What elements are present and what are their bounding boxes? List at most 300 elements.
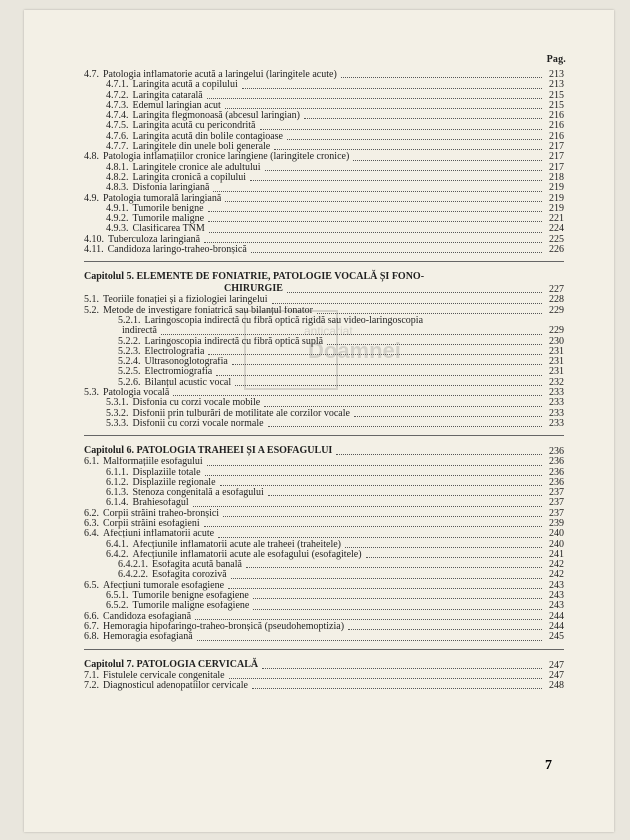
- toc-entry-page: 242: [549, 569, 564, 581]
- toc-entry: [84, 152, 564, 162]
- toc-entry-number: 6.1.4.: [106, 498, 129, 509]
- leader-dots: [204, 526, 542, 527]
- toc-entry: [84, 214, 564, 224]
- toc-entry-label: [84, 409, 350, 419]
- toc-entry-page: 215: [549, 89, 564, 101]
- page-number: 7: [545, 758, 552, 773]
- toc-entry-number: 4.7.1.: [106, 80, 129, 91]
- toc-entry-title: Laringita acută a copilului: [132, 80, 238, 91]
- toc-entry: [84, 142, 564, 152]
- toc-entry-title: Fistulele cervicale congenitale: [103, 670, 225, 681]
- chapter-5-title-line2: CHIRURGIE: [224, 283, 283, 295]
- toc-entry: [84, 560, 564, 570]
- toc-entry-number: 5.3.3.: [106, 418, 129, 429]
- toc-entry-label: [84, 245, 247, 255]
- leader-dots: [341, 77, 542, 78]
- toc-entry: [84, 80, 564, 90]
- toc-entry-title: Clasificarea TNM: [132, 224, 205, 235]
- toc-entry-number: 4.11.: [84, 245, 104, 256]
- leader-dots: [228, 588, 542, 589]
- toc-entry-number: 5.3.1.: [106, 398, 129, 409]
- toc-entry-page: 216: [549, 130, 564, 142]
- leader-dots: [272, 303, 542, 304]
- toc-entry-title: Disfonia cu corzi vocale mobile: [132, 398, 261, 409]
- toc-entry-title: Disfonii prin tulburări de motilitate ale corzilor vocale: [132, 408, 350, 419]
- toc-entry: [84, 468, 564, 478]
- toc-entry-title: Patologia vocală: [103, 388, 170, 399]
- toc-entry: [84, 121, 564, 131]
- leader-dots: [264, 406, 542, 407]
- leader-dots: [251, 252, 542, 253]
- leader-dots: [353, 160, 542, 161]
- chapter-5-title-line1: Capitolul 5. ELEMENTE DE FONIATRIE, PATOLOGIE VOCALĂ ȘI FONO-: [84, 271, 425, 283]
- chapter-7-title: Capitolul 7. PATOLOGIA CERVICALĂ: [84, 658, 259, 670]
- toc-entry: [84, 591, 564, 601]
- toc-entry: [84, 367, 564, 377]
- chapter-5-page: 227: [549, 284, 564, 296]
- toc-entry-label: [84, 357, 228, 367]
- toc-entry-title: Tumorile maligne: [132, 214, 205, 225]
- toc-entry-label: [84, 540, 341, 550]
- toc-entry-label: [84, 295, 268, 305]
- toc-entry-title: Afecțiuni inflamatorii acute: [103, 529, 215, 540]
- toc-entry-label: [84, 152, 349, 162]
- toc-entry-page: 216: [549, 110, 564, 122]
- toc-entry-title: Laringita flegmonoasă (abcesul laringian): [132, 111, 300, 122]
- toc-entry-number: 6.1.2.: [106, 477, 129, 488]
- toc-entry-label: [84, 163, 261, 173]
- toc-entry-number: 6.1.: [84, 457, 99, 468]
- leader-dots: [253, 598, 542, 599]
- leader-dots: [209, 232, 542, 233]
- toc-entry: [84, 671, 564, 681]
- toc-entry-title: Hemoragia hipofaringo-traheo-bronșică (pseudohemoptizia): [103, 621, 345, 632]
- toc-entry-number: 4.8.1.: [106, 162, 129, 173]
- toc-entry-label: [84, 306, 313, 316]
- leader-dots: [231, 578, 542, 579]
- toc-entry-page: 247: [549, 669, 564, 681]
- toc-entry-number: 4.8.2.: [106, 172, 129, 183]
- toc-entry-number: 5.2.1.: [118, 315, 141, 326]
- toc-entry: [84, 478, 564, 488]
- toc-entry-title: Diagnosticul adenopatiilor cervicale: [103, 680, 248, 691]
- toc-entry: [84, 488, 564, 498]
- toc-entry-label: [84, 519, 200, 529]
- leader-dots: [287, 139, 542, 140]
- toc-entry: [84, 245, 564, 255]
- toc-entry: [84, 163, 564, 173]
- toc-entry-number: 6.4.: [84, 529, 99, 540]
- toc-entry-page: 219: [549, 202, 564, 214]
- toc-entry-page: 236: [549, 466, 564, 478]
- leader-dots: [213, 191, 542, 192]
- toc-entry-title: Laringita cronică a copilului: [132, 172, 247, 183]
- divider: [84, 649, 564, 650]
- toc-entry-title: Disfonii cu corzi vocale normale: [132, 418, 264, 429]
- toc-entry: [84, 540, 564, 550]
- toc-entry-label: [84, 468, 201, 478]
- toc-entry-label: [84, 488, 264, 498]
- toc-entry-label: [84, 204, 204, 214]
- toc-entry-number: 4.9.1.: [106, 203, 129, 214]
- toc-entry-title: Corpii străini esofagieni: [103, 518, 200, 529]
- toc-entry-number: 6.5.1.: [106, 591, 129, 602]
- toc-entry-page: 221: [549, 213, 564, 225]
- toc-entry-label: [84, 581, 224, 591]
- toc-entry-number: 4.9.: [84, 193, 99, 204]
- toc-entry: [84, 509, 564, 519]
- toc-entry-page: 219: [549, 192, 564, 204]
- toc-entry: [84, 70, 564, 80]
- leader-dots: [207, 98, 542, 99]
- toc-entry-label: [84, 612, 191, 622]
- toc-entry-page: 216: [549, 120, 564, 132]
- toc-entry: [84, 101, 564, 111]
- toc-entry-label: [84, 326, 157, 336]
- toc-entry-page: 233: [549, 407, 564, 419]
- toc-entry-page: 245: [549, 631, 564, 643]
- toc-entry-label: [84, 398, 260, 408]
- toc-entry-number: 4.8.3.: [106, 183, 129, 194]
- toc-entry-page: 231: [549, 356, 564, 368]
- toc-entry-label: [84, 498, 189, 508]
- leader-dots: [232, 364, 542, 365]
- toc-entry-label: [84, 560, 242, 570]
- toc-entry-label: [84, 121, 256, 131]
- toc-entry: [84, 357, 564, 367]
- toc-entry-page: 237: [549, 507, 564, 519]
- leader-dots: [195, 619, 542, 620]
- toc-entry: [84, 570, 564, 580]
- toc-entry-title: Bilanțul acustic vocal: [144, 377, 232, 388]
- toc-entry-page: 248: [549, 679, 564, 691]
- toc-entry-title: Afecțiunile inflamatorii acute ale esofagului (esofagitele): [132, 549, 362, 560]
- toc-entry: [84, 224, 564, 234]
- chapter-6-title: Capitolul 6. PATOLOGIA TRAHEEI ȘI A ESOFAGULUI: [84, 445, 333, 457]
- toc-entry-title: Laringitele cronice ale adultului: [132, 162, 261, 173]
- toc-entry-title: Laringitele din unele boli generale: [132, 142, 271, 153]
- toc-entry-title: Metode de investigare foniatrică sau bilanțul fonator: [103, 305, 313, 316]
- toc-entry-number: 5.2.4.: [118, 357, 141, 368]
- toc-entry-label: [84, 681, 248, 691]
- leader-dots: [173, 395, 542, 396]
- toc-entry-page: 241: [549, 548, 564, 560]
- section-chapter4-tail: [84, 70, 564, 255]
- toc-entry-number: 4.7.2.: [106, 90, 129, 101]
- toc-entry-title: Malformațiile esofagului: [103, 457, 203, 468]
- leader-dots: [220, 485, 542, 486]
- toc-entry: [84, 194, 564, 204]
- toc-entry-number: 6.5.2.: [106, 601, 129, 612]
- toc-entry-page: 215: [549, 99, 564, 111]
- toc-entry-page: 239: [549, 517, 564, 529]
- page-column-header: Pag.: [546, 54, 566, 65]
- toc-entry-number: 4.7.7.: [106, 142, 129, 153]
- toc-entry-page: 242: [549, 559, 564, 571]
- leader-dots: [246, 567, 542, 568]
- toc-entry: [84, 306, 564, 316]
- toc-entry-number: 5.2.6.: [118, 377, 141, 388]
- leader-dots: [205, 475, 542, 476]
- leader-dots: [229, 678, 542, 679]
- toc-entry-page: 231: [549, 366, 564, 378]
- toc-entry: [84, 622, 564, 632]
- chapter-6-heading: [84, 445, 564, 457]
- toc-entry: [84, 204, 564, 214]
- toc-entry: [84, 183, 564, 193]
- toc-entry-title: Esofagita corozivă: [152, 570, 227, 581]
- toc-entry-number: 6.2.: [84, 508, 99, 519]
- toc-entry-label: [84, 101, 221, 111]
- toc-entry-title: Hemoragia esofagiană: [103, 632, 193, 643]
- toc-entry-page: 244: [549, 620, 564, 632]
- toc-entry-page: 218: [549, 171, 564, 183]
- toc-entry-title: Laringita acută din bolile contagioase: [132, 131, 283, 142]
- toc-entry-page: 224: [549, 223, 564, 235]
- toc-entry-title: Esofagita acută banală: [152, 560, 242, 571]
- leader-dots: [242, 88, 542, 89]
- toc-entry-page: 243: [549, 590, 564, 602]
- toc-entry-label: [84, 601, 249, 611]
- toc-entry-number: 6.4.2.1.: [118, 560, 148, 571]
- toc-entry-page: 213: [549, 69, 564, 80]
- toc-entry-number: 5.3.: [84, 388, 99, 399]
- toc-entry-number: 6.5.: [84, 580, 99, 591]
- toc-entry: [84, 612, 564, 622]
- toc-entry-title: Laringoscopia indirectă cu fibră optică suplă: [144, 336, 324, 347]
- toc-entry: [84, 337, 564, 347]
- leader-dots: [235, 385, 542, 386]
- toc-entry: [84, 378, 564, 388]
- toc-entry-label: [84, 132, 283, 142]
- toc-entry-page: 230: [549, 335, 564, 347]
- table-of-contents: [84, 54, 564, 691]
- toc-entry-title: Corpii străini traheo-bronșici: [103, 508, 220, 519]
- toc-entry: [84, 316, 564, 326]
- toc-entry-number: 4.9.2.: [106, 214, 129, 225]
- toc-entry: [84, 295, 564, 305]
- chapter-5-heading: [84, 271, 564, 295]
- toc-entry-number: 6.1.3.: [106, 488, 129, 499]
- toc-entry-page: 228: [549, 294, 564, 306]
- leader-dots: [265, 170, 543, 171]
- toc-entry-title: Patologia inflamațiilor cronice laringiene (laringitele cronice): [103, 152, 350, 163]
- toc-entry-title: Tumorile benigne esofagiene: [132, 591, 249, 602]
- leader-dots: [260, 129, 543, 130]
- toc-entry-label: [84, 80, 238, 90]
- leader-dots: [348, 629, 542, 630]
- toc-entry-label: [84, 111, 300, 121]
- toc-entry-label: [84, 550, 362, 560]
- toc-entry-title: Displaziile regionale: [132, 477, 216, 488]
- toc-entry-title: Laringoscopia indirectă cu fibră optică rigidă sau video-laringoscopia: [144, 315, 424, 326]
- toc-entry-label: [84, 194, 221, 204]
- toc-entry-label: [84, 622, 344, 632]
- toc-entry-label: [84, 173, 246, 183]
- toc-entry: [84, 347, 564, 357]
- toc-entry-label: [84, 224, 205, 234]
- toc-entry: [84, 91, 564, 101]
- toc-entry-title: Laringita catarală: [132, 90, 203, 101]
- leader-dots: [327, 344, 542, 345]
- toc-entry-title: Displaziile totale: [132, 467, 201, 478]
- toc-entry-number: 7.1.: [84, 670, 99, 681]
- toc-entry: [84, 519, 564, 529]
- book-page: [24, 10, 614, 832]
- leader-dots: [317, 313, 542, 314]
- toc-entry-title: Tumorile benigne: [132, 203, 204, 214]
- toc-entry-number: 6.4.1.: [106, 539, 129, 550]
- leader-dots: [274, 149, 542, 150]
- toc-entry-number: 4.7.: [84, 70, 99, 80]
- leader-dots: [336, 454, 542, 455]
- leader-dots: [161, 334, 542, 335]
- toc-entry-page: 232: [549, 376, 564, 388]
- toc-entry-label: [84, 367, 212, 377]
- toc-entry-label: [84, 388, 169, 398]
- toc-entry-page: 217: [549, 141, 564, 153]
- toc-entry-number: 6.4.2.: [106, 549, 129, 560]
- toc-entry-title: Electrolografia: [144, 346, 205, 357]
- toc-entry-number: 6.7.: [84, 621, 99, 632]
- toc-entry-label: [84, 478, 216, 488]
- toc-entry-number: 4.7.5.: [106, 121, 129, 132]
- toc-entry-page: 240: [549, 538, 564, 550]
- leader-dots: [204, 242, 542, 243]
- toc-entry-number: 4.9.3.: [106, 224, 129, 235]
- toc-entry-page: 240: [549, 528, 564, 540]
- toc-entry: [84, 550, 564, 560]
- toc-entry-page: 236: [549, 456, 564, 468]
- toc-entry-title: Tuberculoza laringiană: [108, 234, 201, 245]
- toc-entry: [84, 409, 564, 419]
- toc-entry-label: [84, 632, 193, 642]
- toc-entry-label: [84, 509, 219, 519]
- toc-entry-number: 4.7.4.: [106, 111, 129, 122]
- toc-entry-number: 5.1.: [84, 295, 99, 306]
- divider: [84, 435, 564, 436]
- leader-dots: [262, 668, 542, 669]
- toc-entry-label: [84, 529, 214, 539]
- toc-entry-title: Patologia inflamatorie acută a laringelui (laringitele acute): [103, 70, 337, 80]
- toc-entry-page: 244: [549, 610, 564, 622]
- toc-entry-title: Brahiesofagul: [132, 498, 189, 509]
- toc-entry: [84, 632, 564, 642]
- toc-entry-page: 233: [549, 397, 564, 409]
- toc-entry: [84, 529, 564, 539]
- toc-entry: [84, 398, 564, 408]
- leader-dots: [304, 118, 542, 119]
- toc-entry-page: 229: [549, 304, 564, 316]
- toc-entry-number: 6.3.: [84, 518, 99, 529]
- toc-entry-label: [84, 347, 204, 357]
- toc-entry-number: 4.10.: [84, 234, 104, 245]
- divider: [84, 261, 564, 262]
- toc-entry-page: 237: [549, 487, 564, 499]
- chapter-6-entries: [84, 457, 564, 642]
- toc-entry-number: 5.2.2.: [118, 336, 141, 347]
- toc-entry: [84, 457, 564, 467]
- leader-dots: [225, 201, 542, 202]
- chapter-6-page: 236: [549, 446, 564, 458]
- toc-entry: [84, 132, 564, 142]
- toc-entry-page: 229: [549, 325, 564, 337]
- toc-entry-title: Tumorile maligne esofagiene: [132, 601, 250, 612]
- toc-entry-label: [84, 316, 423, 326]
- toc-entry: [84, 388, 564, 398]
- leader-dots: [216, 375, 542, 376]
- toc-entry-number: 6.1.1.: [106, 467, 129, 478]
- watermark-top-text: anticariat: [304, 324, 353, 338]
- toc-entry-number: 5.2.: [84, 305, 99, 316]
- toc-entry-title: Afecțiunile inflamatorii acute ale traheei (traheitele): [132, 539, 341, 550]
- toc-entry-page: 217: [549, 151, 564, 163]
- toc-entry: [84, 681, 564, 691]
- leader-dots: [193, 506, 542, 507]
- leader-dots: [223, 516, 542, 517]
- toc-entry-number: 4.7.3.: [106, 100, 129, 111]
- toc-entry-page: 236: [549, 476, 564, 488]
- toc-entry-title: Laringita acută cu pericondrită: [132, 121, 256, 132]
- toc-entry-page: 226: [549, 244, 564, 256]
- leader-dots: [252, 688, 542, 689]
- toc-entry-label: [84, 337, 323, 347]
- leader-dots: [208, 354, 542, 355]
- chapter-7-heading: [84, 659, 564, 671]
- toc-entry-title: Electromiografia: [144, 367, 213, 378]
- toc-entry-page: 243: [549, 600, 564, 612]
- leader-dots: [354, 416, 542, 417]
- toc-entry-number: 5.2.3.: [118, 346, 141, 357]
- leader-dots: [208, 221, 542, 222]
- toc-entry-title: Candidoza esofagiană: [103, 611, 192, 622]
- toc-entry-page: 231: [549, 345, 564, 357]
- chapter-7-page: 247: [549, 659, 564, 671]
- leader-dots: [207, 465, 542, 466]
- leader-dots: [253, 609, 542, 610]
- toc-entry-number: 4.8.: [84, 152, 99, 163]
- toc-entry: [84, 111, 564, 121]
- leader-dots: [287, 292, 542, 293]
- leader-dots: [218, 537, 542, 538]
- toc-entry-label: [84, 457, 203, 467]
- leader-dots: [345, 547, 542, 548]
- toc-entry-page: 233: [549, 387, 564, 399]
- toc-entry-title: Ultrasonoglotografia: [144, 357, 228, 368]
- toc-entry-page: 233: [549, 417, 564, 429]
- toc-entry: [84, 419, 564, 429]
- leader-dots: [250, 180, 542, 181]
- watermark-main-text: Doamnei: [308, 338, 401, 363]
- leader-dots: [268, 426, 542, 427]
- toc-entry-page: 213: [549, 79, 564, 91]
- leader-dots: [268, 495, 542, 496]
- toc-entry-number: 5.3.2.: [106, 408, 129, 419]
- toc-entry-title: Candidoza laringo-traheo-bronșică: [107, 245, 247, 256]
- toc-entry: [84, 235, 564, 245]
- chapter-7-entries: [84, 671, 564, 692]
- toc-entry-number: 6.8.: [84, 632, 99, 643]
- toc-entry-number: 7.2.: [84, 680, 99, 691]
- toc-entry-label: [84, 671, 225, 681]
- leader-dots: [366, 557, 542, 558]
- toc-entry: [84, 498, 564, 508]
- toc-entry-title: Stenoza congenitală a esofagului: [132, 488, 264, 499]
- toc-entry-label: [84, 70, 337, 80]
- toc-entry-number: 5.2.5.: [118, 367, 141, 378]
- toc-entry-label: [84, 91, 203, 101]
- toc-entry-page: 243: [549, 579, 564, 591]
